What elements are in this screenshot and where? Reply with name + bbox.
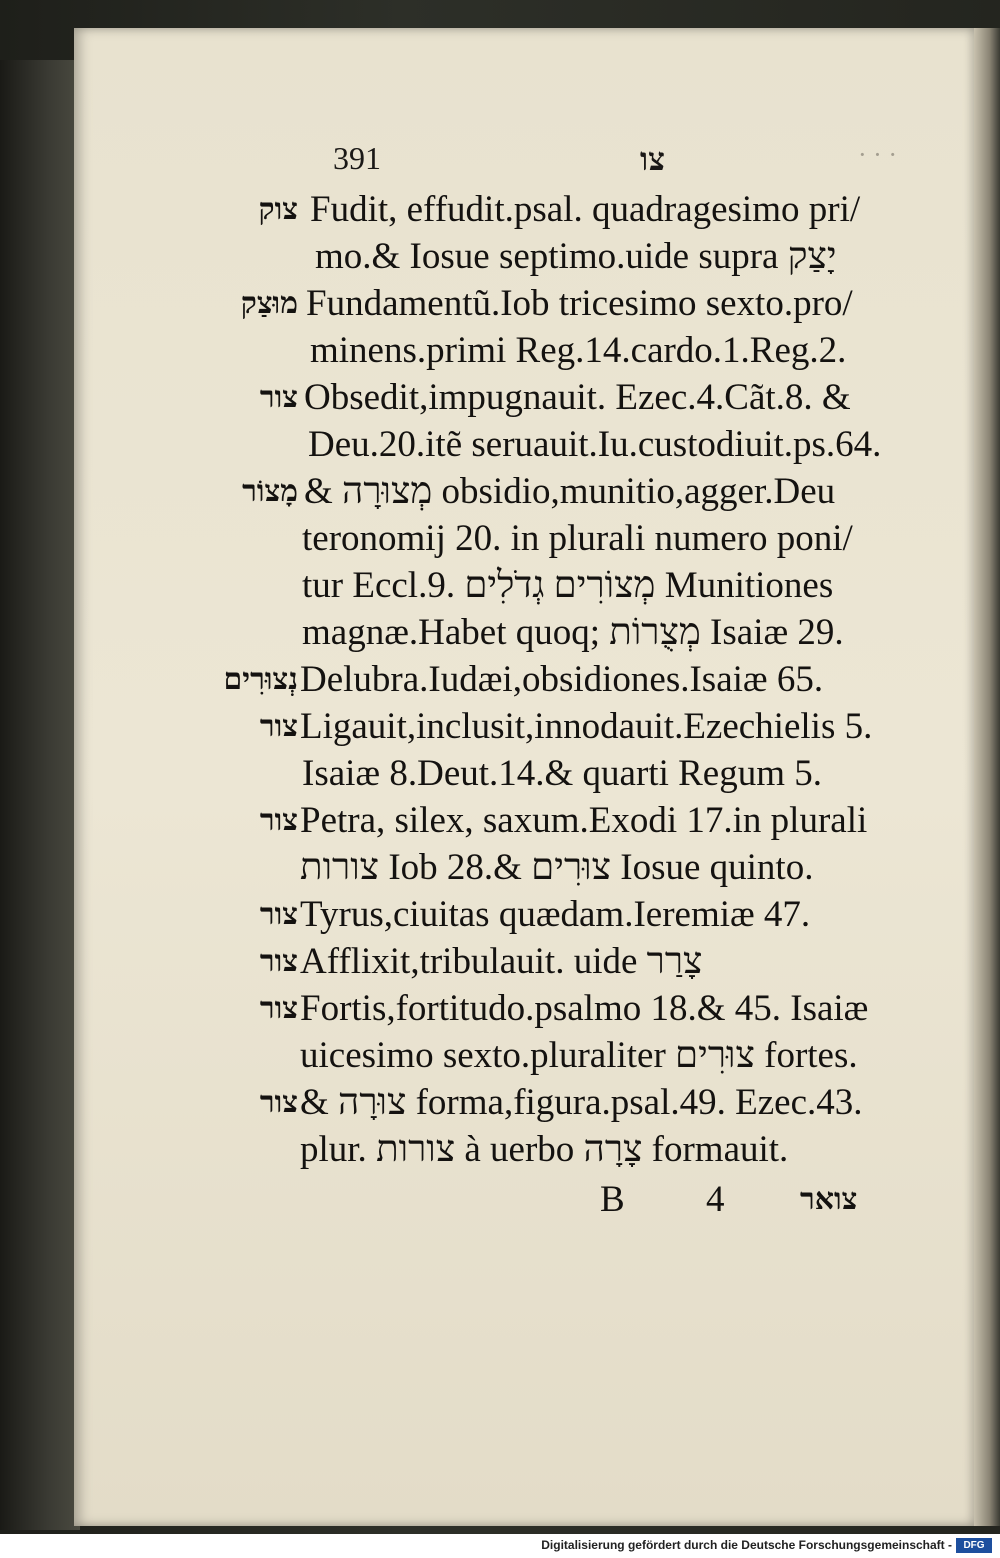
signature-mark: B — [600, 1179, 625, 1220]
entry-line: tur Eccl.9. מְצוֹרִים גְדֹלִים Munitiones — [302, 565, 834, 606]
entry-line: magnæ.Habet quoq; מְצֻרוֹת Isaiæ 29. — [302, 612, 844, 653]
entry-line: צורות Iob 28.& צוּרִים Iosue quinto. — [300, 847, 814, 888]
dfg-logo: DFG — [956, 1538, 992, 1553]
facing-page-shadow — [0, 60, 80, 1530]
entry-line: Obsedit,impugnauit. Ezec.4.Cãt.8. & — [304, 377, 851, 418]
signature-number: 4 — [706, 1179, 725, 1220]
headword: צור — [259, 380, 298, 415]
headword: נְצוּרִים — [223, 662, 298, 697]
entry-line: Fudit, effudit.psal. quadragesimo pri/ — [310, 189, 861, 230]
entry-line: Fortis,fortitudo.psalmo 18.& 45. Isaiæ — [300, 988, 869, 1029]
headword: מוּצַק — [240, 286, 298, 321]
entry-line: Deu.20.itẽ seruauit.Iu.custodiuit.ps.64. — [308, 424, 882, 465]
folio-number: 391 — [333, 140, 381, 176]
entry-line: mo.& Iosue septimo.uide supra יָצַק — [315, 236, 837, 277]
headword: צור — [259, 991, 298, 1026]
entry-line: Afflixit,tribulauit. uide צָרַר — [300, 941, 703, 982]
headword: צור — [259, 1085, 298, 1120]
headword: צוק — [258, 192, 298, 227]
entry-line: Fundamentũ.Iob tricesimo sexto.pro/ — [306, 283, 853, 324]
headword: צור — [259, 709, 298, 744]
entry-line: plur. צורות à uerbo צָרָה formauit. — [300, 1129, 789, 1170]
entry-line: Delubra.Iudæi,obsidiones.Isaiæ 65. — [300, 659, 824, 700]
running-head: צו — [640, 140, 665, 178]
entry-line: Ligauit,inclusit,innodauit.Ezechielis 5. — [300, 706, 873, 747]
entry-line: minens.primi Reg.14.cardo.1.Reg.2. — [310, 330, 847, 371]
footer-credit: Digitalisierung gefördert durch die Deutsche Forschungsgemeinschaft - — [541, 1538, 952, 1552]
footer-bar — [0, 1534, 1000, 1558]
entry-line: Tyrus,ciuitas quædam.Ieremiæ 47. — [300, 894, 811, 935]
headword: צור — [259, 803, 298, 838]
headword: צור — [259, 897, 298, 932]
entry-line: & מְצוּרָה obsidio,munitio,agger.Deu — [304, 471, 836, 512]
entry-line: Isaiæ 8.Deut.14.& quarti Regum 5. — [302, 753, 822, 794]
entry-line: teronomij 20. in plurali numero poni/ — [302, 518, 853, 559]
entry-line: uicesimo sexto.pluraliter צוּרִים fortes. — [300, 1035, 858, 1076]
entry-line: Petra, silex, saxum.Exodi 17.in plurali — [300, 800, 868, 841]
bleed-through-mark: · · · — [858, 140, 897, 169]
headword: צור — [259, 944, 298, 979]
catchword: צואר — [800, 1182, 858, 1217]
entry-line: & צוּרָה forma,figura.psal.49. Ezec.43. — [300, 1082, 863, 1123]
headword: מָצוֹר — [242, 474, 298, 509]
page-edge — [974, 28, 1000, 1526]
